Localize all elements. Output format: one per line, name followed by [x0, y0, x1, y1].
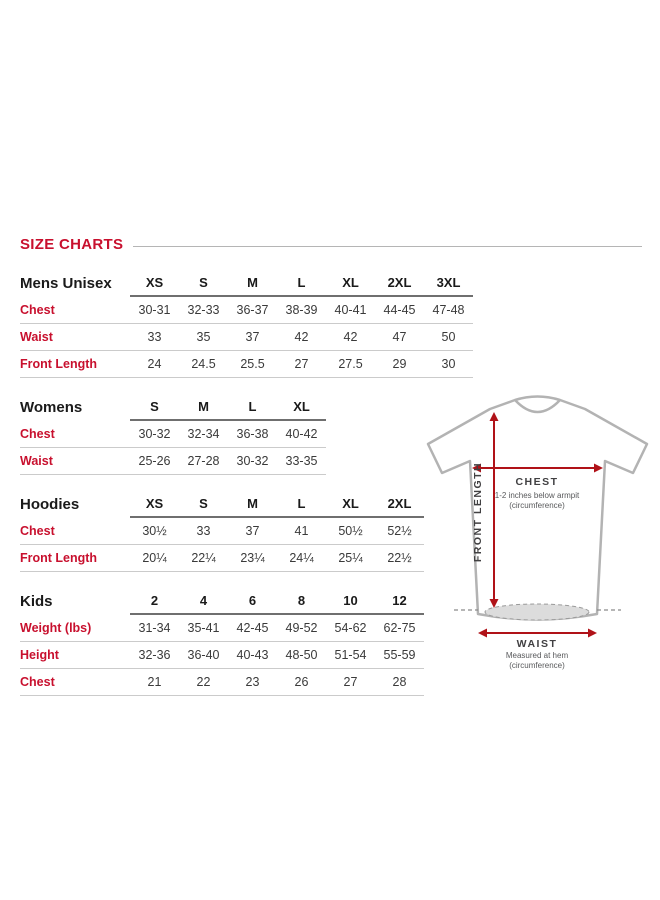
row-values [130, 454, 326, 468]
size-header-columns [130, 496, 424, 518]
value-cell: 36-40 [187, 648, 220, 662]
row-values [130, 648, 424, 662]
size-header-cell: S [150, 399, 159, 414]
table-header-row [20, 593, 424, 615]
row-values [130, 621, 424, 635]
waist-note: Measured at hem (circumference) [505, 651, 569, 671]
value-cell: 20¼ [142, 551, 167, 565]
value-cell: 25-26 [138, 454, 171, 468]
row-label: Chest [20, 303, 55, 317]
row-label: Waist [20, 330, 53, 344]
value-cell: 26 [294, 675, 309, 689]
size-table-kids [20, 593, 480, 696]
row-label: Weight (lbs) [20, 621, 92, 635]
front-length-label: FRONT LENGTH [472, 461, 484, 563]
value-cell: 33-35 [285, 454, 318, 468]
value-cell: 47-48 [432, 303, 465, 317]
value-cell: 29 [392, 357, 407, 371]
value-cell: 49-52 [285, 621, 318, 635]
value-cell: 30 [441, 357, 456, 371]
size-header-cell: XL [293, 399, 310, 414]
table-row [20, 615, 424, 642]
size-header-cell: M [247, 275, 258, 290]
value-cell: 40-43 [236, 648, 269, 662]
table-name: Womens [20, 399, 83, 416]
value-cell: 50 [441, 330, 456, 344]
size-header-cell: M [198, 399, 209, 414]
value-cell: 32-33 [187, 303, 220, 317]
value-cell: 42 [343, 330, 358, 344]
value-cell: 44-45 [383, 303, 416, 317]
table-row [20, 669, 424, 696]
size-header-cell: XL [342, 496, 359, 511]
table-header-row [20, 496, 424, 518]
value-cell: 33 [147, 330, 162, 344]
value-cell: 30-32 [138, 427, 171, 441]
value-cell: 25¼ [338, 551, 363, 565]
size-header-columns [130, 275, 473, 297]
size-header-cell: 4 [199, 593, 208, 608]
table-row [20, 351, 473, 378]
chest-note: 1-2 inches below armpit (circumference) [494, 491, 580, 511]
value-cell: 40-42 [285, 427, 318, 441]
row-values [130, 524, 424, 538]
size-table-womens [20, 399, 480, 475]
tshirt-diagram-svg [420, 388, 655, 676]
size-table-hoodies [20, 496, 480, 572]
value-cell: 30-31 [138, 303, 171, 317]
page-title: SIZE CHARTS [20, 236, 124, 253]
size-header-columns [130, 399, 326, 421]
waist-label: WAIST [516, 638, 558, 650]
row-label: Chest [20, 427, 55, 441]
value-cell: 41 [294, 524, 309, 538]
size-table-mens-unisex [20, 275, 480, 378]
row-label: Chest [20, 524, 55, 538]
title-rule [133, 246, 642, 247]
value-cell: 28 [392, 675, 407, 689]
value-cell: 27.5 [338, 357, 363, 371]
row-values [130, 330, 473, 344]
row-values [130, 303, 473, 317]
value-cell: 38-39 [285, 303, 318, 317]
value-cell: 62-75 [383, 621, 416, 635]
row-label: Front Length [20, 357, 98, 371]
value-cell: 51-54 [334, 648, 367, 662]
size-header-cell: 6 [248, 593, 257, 608]
row-label: Height [20, 648, 59, 662]
value-cell: 55-59 [383, 648, 416, 662]
value-cell: 32-36 [138, 648, 171, 662]
value-cell: 33 [196, 524, 211, 538]
size-header-cell: XS [145, 496, 164, 511]
value-cell: 47 [392, 330, 407, 344]
table-header-row [20, 399, 326, 421]
size-tables [20, 275, 480, 696]
value-cell: 32-34 [187, 427, 220, 441]
tshirt-diagram [420, 388, 655, 676]
value-cell: 42-45 [236, 621, 269, 635]
value-cell: 31-34 [138, 621, 171, 635]
table-row [20, 642, 424, 669]
size-header-cell: L [297, 496, 306, 511]
value-cell: 27 [343, 675, 358, 689]
value-cell: 24¼ [289, 551, 314, 565]
row-values [130, 427, 326, 441]
value-cell: 54-62 [334, 621, 367, 635]
table-row [20, 297, 473, 324]
row-values [130, 675, 424, 689]
value-cell: 21 [147, 675, 162, 689]
table-row [20, 324, 473, 351]
row-values [130, 357, 473, 371]
value-cell: 23¼ [240, 551, 265, 565]
value-cell: 35 [196, 330, 211, 344]
waist-arrow [478, 629, 597, 638]
size-header-cell: S [199, 275, 208, 290]
row-label: Chest [20, 675, 55, 689]
table-name: Kids [20, 593, 53, 610]
value-cell: 24 [147, 357, 162, 371]
value-cell: 35-41 [187, 621, 220, 635]
size-header-cell: XS [145, 275, 164, 290]
value-cell: 23 [245, 675, 260, 689]
size-header-columns [130, 593, 424, 615]
value-cell: 50½ [338, 524, 363, 538]
title-row [20, 0, 642, 253]
value-cell: 22½ [387, 551, 412, 565]
size-header-cell: S [199, 496, 208, 511]
value-cell: 40-41 [334, 303, 367, 317]
table-header-row [20, 275, 473, 297]
value-cell: 36-38 [236, 427, 269, 441]
value-cell: 30½ [142, 524, 167, 538]
size-header-cell: M [247, 496, 258, 511]
size-header-cell: L [248, 399, 257, 414]
value-cell: 22 [196, 675, 211, 689]
value-cell: 22¼ [191, 551, 216, 565]
size-header-cell: 8 [297, 593, 306, 608]
value-cell: 25.5 [240, 357, 265, 371]
size-header-cell: 10 [343, 593, 358, 608]
value-cell: 48-50 [285, 648, 318, 662]
row-label: Front Length [20, 551, 98, 565]
table-row [20, 518, 424, 545]
value-cell: 37 [245, 524, 260, 538]
size-header-cell: 2XL [387, 496, 412, 511]
table-name: Mens Unisex [20, 275, 112, 292]
value-cell: 24.5 [191, 357, 216, 371]
size-header-cell: L [297, 275, 306, 290]
size-header-cell: 3XL [436, 275, 461, 290]
value-cell: 30-32 [236, 454, 269, 468]
table-row [20, 448, 326, 475]
size-header-cell: 2 [150, 593, 159, 608]
size-header-cell: 12 [392, 593, 407, 608]
value-cell: 27 [294, 357, 309, 371]
size-header-cell: XL [342, 275, 359, 290]
value-cell: 37 [245, 330, 260, 344]
value-cell: 36-37 [236, 303, 269, 317]
hem-ellipse [485, 604, 589, 620]
row-label: Waist [20, 454, 53, 468]
value-cell: 52½ [387, 524, 412, 538]
table-row [20, 545, 424, 572]
chest-label: CHEST [515, 476, 559, 488]
value-cell: 42 [294, 330, 309, 344]
table-row [20, 421, 326, 448]
row-values [130, 551, 424, 565]
table-name: Hoodies [20, 496, 80, 513]
value-cell: 27-28 [187, 454, 220, 468]
size-header-cell: 2XL [387, 275, 412, 290]
